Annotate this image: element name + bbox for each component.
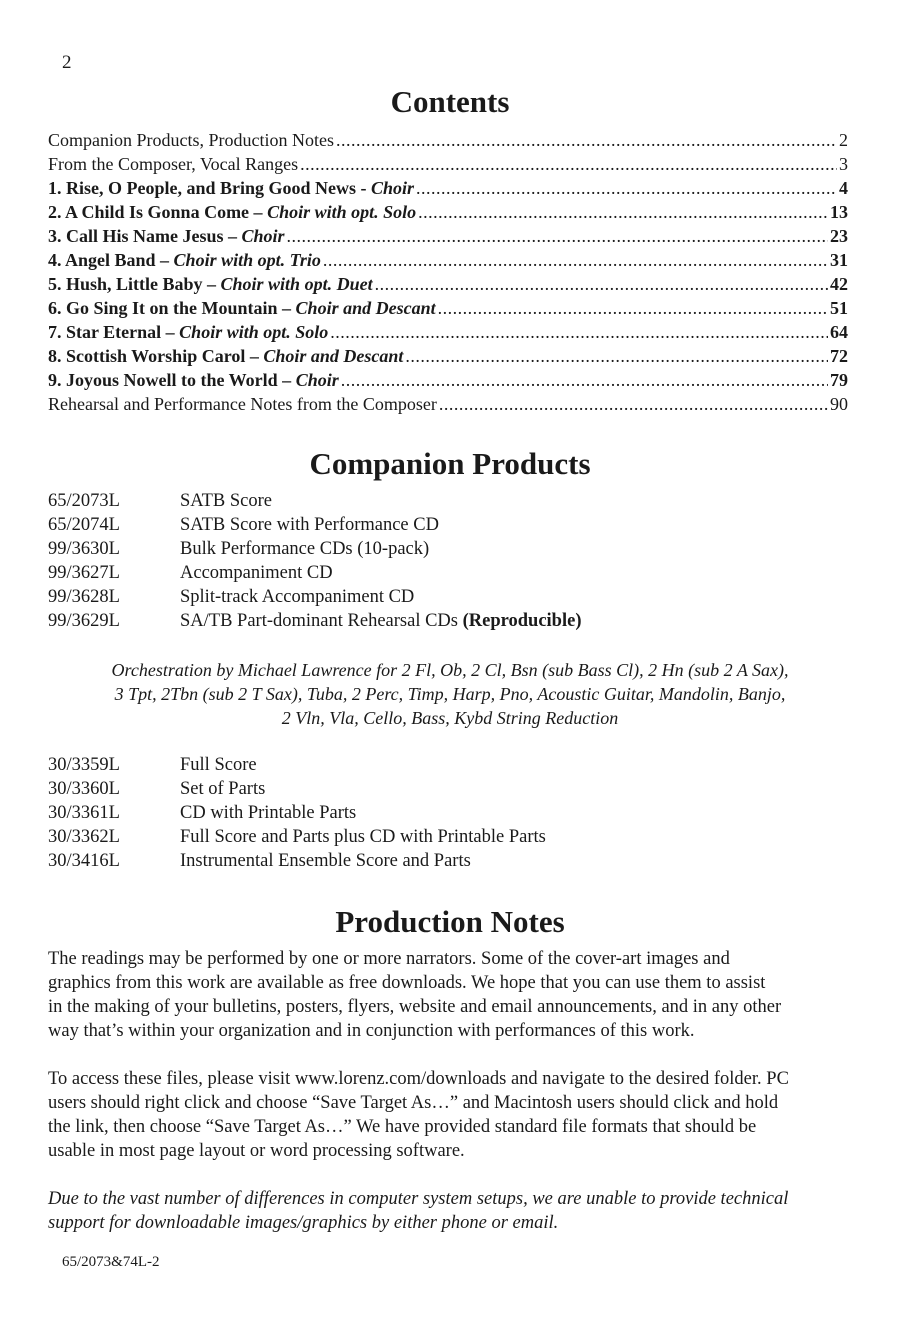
toc-entry [48, 176, 848, 200]
toc-entry-voicing: Choir [371, 178, 415, 198]
product-description: SA/TB Part-dominant Rehearsal CDs [180, 611, 463, 631]
footer-catalog-code: 65/2073&74L-2 [62, 1254, 160, 1270]
toc-page-number: 64 [830, 322, 848, 342]
toc-entry-title [48, 368, 339, 392]
toc-leader-dots [336, 128, 837, 152]
toc-entry-name: 4. Angel Band – [48, 250, 174, 270]
toc-entry-title [48, 344, 403, 368]
toc-entry-name: 2. A Child Is Gonna Come – [48, 202, 268, 222]
toc-entry-title [48, 200, 416, 224]
toc-entry-title [48, 176, 414, 200]
product-description: Bulk Performance CDs (10-pack) [180, 539, 430, 559]
paragraph-line: graphics from this work are available as free downloads. We hope that you can use them to assist [48, 973, 766, 993]
toc-entry-title [48, 320, 328, 344]
toc-page-number: 13 [830, 202, 848, 222]
product-row [48, 849, 546, 873]
toc-entry [48, 368, 848, 392]
product-description: Instrumental Ensemble Score and Parts [180, 851, 471, 871]
toc-page-number: 51 [830, 298, 848, 318]
contents-heading: Contents [390, 84, 510, 119]
paragraph-line: in the making of your bulletins, posters, flyers, website and email announcements, and in any other [48, 997, 782, 1017]
production-paragraph-access [48, 1067, 854, 1163]
toc-entry-voicing: Choir with opt. Trio [173, 250, 321, 270]
toc-entry [48, 128, 848, 152]
toc-entry-name: 9. Joyous Nowell to the World – [48, 370, 296, 390]
orchestration-line: 3 Tpt, 2Tbn (sub 2 T Sax), Tuba, 2 Perc, Timp, Harp, Pno, Acoustic Guitar, Mandolin, Banjo, [114, 684, 786, 704]
toc-entry-voicing: Choir and Descant [295, 298, 436, 318]
orchestration-note [40, 658, 860, 730]
product-code: 30/3416L [48, 851, 120, 871]
product-description: Full Score [180, 755, 257, 775]
toc-entry-voicing: Choir with opt. Solo [179, 322, 329, 342]
toc-entry-voicing: Choir with opt. Solo [267, 202, 417, 222]
product-code: 30/3361L [48, 803, 120, 823]
toc-page-number: 4 [839, 178, 848, 198]
toc-entry-title [48, 296, 436, 320]
toc-entry-name: 1. Rise, O People, and Bring Good News - [48, 178, 372, 198]
product-row [48, 513, 582, 537]
production-paragraph-readings [48, 947, 854, 1043]
toc-entry-name: Rehearsal and Performance Notes from the Composer [48, 394, 437, 414]
toc-entry [48, 296, 848, 320]
paragraph-line: The readings may be performed by one or more narrators. Some of the cover-art images and [48, 949, 730, 969]
product-code: 30/3359L [48, 755, 120, 775]
paragraph-line: usable in most page layout or word processing software. [48, 1141, 465, 1161]
toc-entry-name: Companion Products, Production Notes [48, 130, 334, 150]
product-description: Split-track Accompaniment CD [180, 587, 415, 607]
toc-entry-name: 3. Call His Name Jesus – [48, 226, 242, 246]
toc-entry-voicing: Choir [295, 370, 339, 390]
toc-entry [48, 392, 848, 416]
orchestration-line: 2 Vln, Vla, Cello, Bass, Kybd String Reduction [281, 708, 619, 728]
product-code: 65/2073L [48, 491, 120, 511]
toc-page-number: 90 [830, 394, 848, 414]
toc-page-number: 3 [839, 154, 848, 174]
product-code: 30/3362L [48, 827, 120, 847]
toc-entry-name: From the Composer, Vocal Ranges [48, 154, 299, 174]
paragraph-line: support for downloadable images/graphics by either phone or email. [48, 1213, 559, 1233]
toc-entry-voicing: Choir with opt. Duet [220, 274, 373, 294]
toc-entry-name: 6. Go Sing It on the Mountain – [48, 298, 296, 318]
production-notes-heading: Production Notes [335, 904, 565, 939]
toc-entry [48, 224, 848, 248]
product-description: SATB Score with Performance CD [180, 515, 439, 535]
orchestration-products-list [48, 753, 546, 873]
product-row [48, 609, 582, 633]
toc-leader-dots [323, 248, 828, 272]
product-row [48, 537, 582, 561]
toc-page-number: 42 [830, 274, 848, 294]
table-of-contents [48, 128, 848, 416]
page-number: 2 [62, 52, 72, 73]
product-code: 99/3627L [48, 563, 120, 583]
product-code: 99/3630L [48, 539, 120, 559]
toc-leader-dots [439, 392, 828, 416]
toc-entry-title [48, 392, 437, 416]
product-row [48, 825, 546, 849]
product-row [48, 489, 582, 513]
companion-products-list [48, 489, 582, 633]
toc-entry [48, 320, 848, 344]
product-description: SATB Score [180, 491, 272, 511]
paragraph-line: To access these files, please visit www.lorenz.com/downloads and navigate to the desired folder. PC [48, 1069, 789, 1089]
toc-leader-dots [405, 344, 828, 368]
toc-entry [48, 152, 848, 176]
product-description: Full Score and Parts plus CD with Printable Parts [180, 827, 546, 847]
product-row [48, 801, 546, 825]
production-paragraph-disclaimer [48, 1187, 854, 1235]
toc-entry [48, 272, 848, 296]
toc-leader-dots [416, 176, 837, 200]
product-code: 30/3360L [48, 779, 120, 799]
orchestration-line: Orchestration by Michael Lawrence for 2 Fl, Ob, 2 Cl, Bsn (sub Bass Cl), 2 Hn (sub 2 A Sax), [111, 660, 789, 680]
toc-entry-voicing: Choir [241, 226, 285, 246]
toc-page-number: 2 [839, 130, 848, 150]
toc-leader-dots [341, 368, 828, 392]
toc-page-number: 31 [830, 250, 848, 270]
product-description: CD with Printable Parts [180, 803, 357, 823]
toc-entry-name: 8. Scottish Worship Carol – [48, 346, 264, 366]
toc-entry-name: 7. Star Eternal – [48, 322, 180, 342]
toc-leader-dots [287, 224, 828, 248]
toc-entry-title [48, 128, 334, 152]
toc-entry-name: 5. Hush, Little Baby – [48, 274, 221, 294]
toc-entry-title [48, 248, 321, 272]
toc-page-number: 23 [830, 226, 848, 246]
product-row [48, 585, 582, 609]
product-row [48, 777, 546, 801]
product-code: 99/3628L [48, 587, 120, 607]
toc-leader-dots [330, 320, 828, 344]
toc-entry [48, 248, 848, 272]
toc-entry [48, 344, 848, 368]
toc-leader-dots [438, 296, 828, 320]
product-code: 99/3629L [48, 611, 120, 631]
product-description: Accompaniment CD [180, 563, 333, 583]
product-row [48, 561, 582, 585]
toc-entry-title [48, 272, 373, 296]
toc-leader-dots [375, 272, 828, 296]
toc-entry-title [48, 224, 285, 248]
product-description: Set of Parts [180, 779, 266, 799]
paragraph-line: users should right click and choose “Save Target As…” and Macintosh users should click and hold [48, 1093, 779, 1113]
toc-leader-dots [300, 152, 837, 176]
product-row [48, 753, 546, 777]
paragraph-line: way that’s within your organization and in conjunction with performances of this work. [48, 1021, 695, 1041]
toc-entry-title [48, 152, 298, 176]
companion-products-heading: Companion Products [309, 446, 591, 481]
product-note: (Reproducible) [462, 611, 582, 631]
toc-entry-voicing: Choir and Descant [263, 346, 404, 366]
paragraph-line: Due to the vast number of differences in computer system setups, we are unable to provide technical [48, 1189, 789, 1209]
paragraph-line: the link, then choose “Save Target As…” We have provided standard file formats that should be [48, 1117, 757, 1137]
toc-leader-dots [418, 200, 828, 224]
toc-entry [48, 200, 848, 224]
product-code: 65/2074L [48, 515, 120, 535]
toc-page-number: 72 [830, 346, 848, 366]
toc-page-number: 79 [830, 370, 848, 390]
